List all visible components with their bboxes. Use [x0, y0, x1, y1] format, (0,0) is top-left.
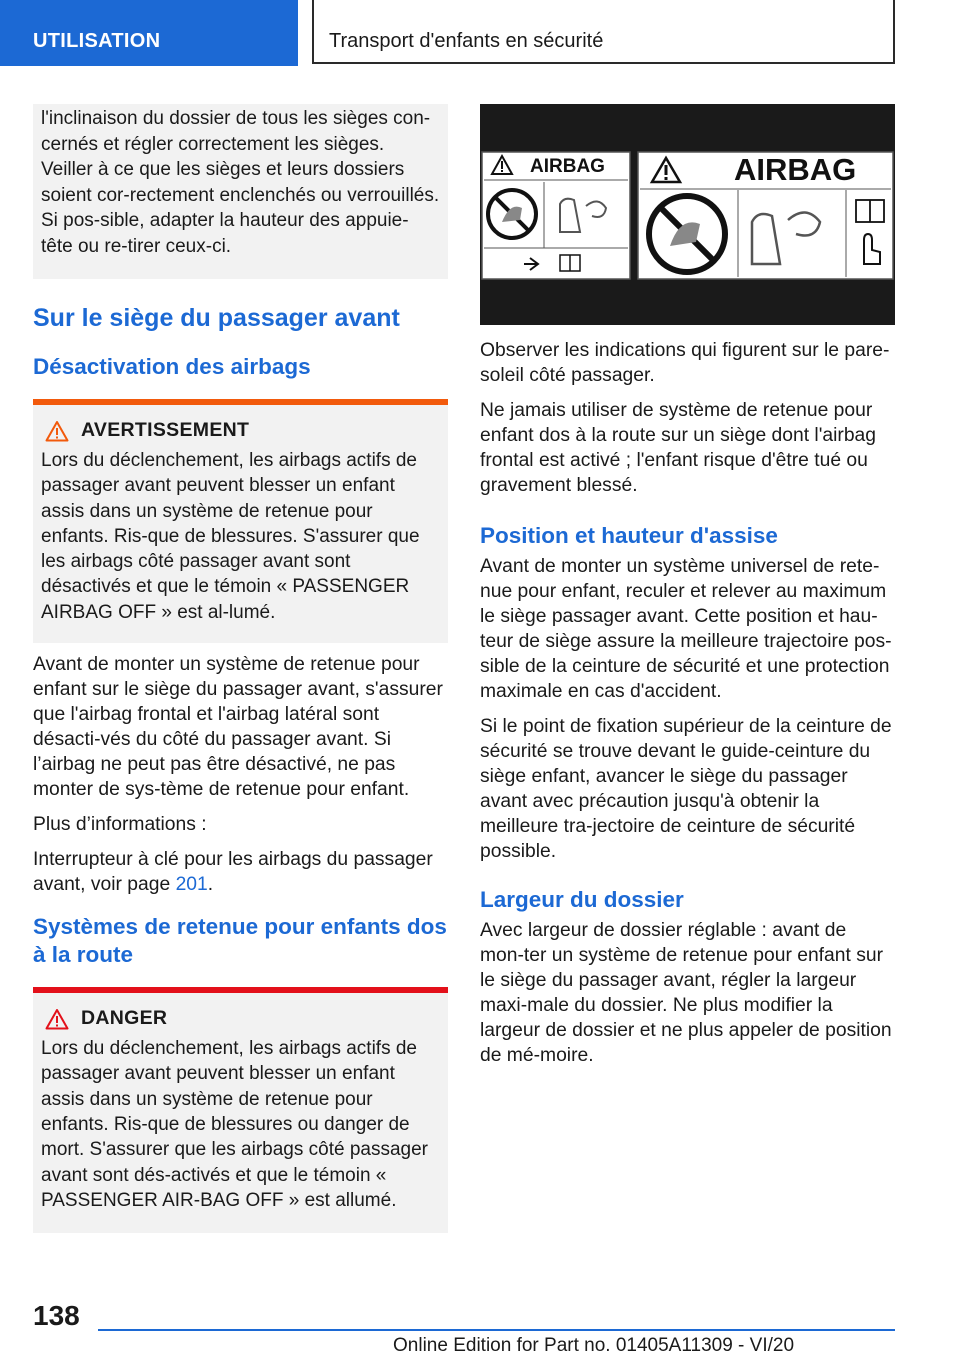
chapter-header	[312, 0, 895, 64]
intro-box	[33, 104, 448, 279]
airbag-large-text: AIRBAG	[734, 152, 857, 187]
warning-box	[33, 399, 448, 643]
danger-text: Lors du déclenchement, les airbags actifs de passager avant peuvent blesser un enfant assis dans un système de retenue pour enfants. Ris-que de blessures ou danger de mort. S'assurer que les airbags côté passager avant sont dés-activés et que le témoin « PASSENGER AIR-BAG OFF » est allumé.	[41, 1038, 428, 1211]
right-column	[480, 338, 895, 1078]
heading-position: Position et hauteur d'assise	[480, 523, 778, 548]
reference-suffix: .	[207, 874, 214, 896]
heading-rear-facing: Systèmes de retenue pour enfants dos à la route	[33, 914, 447, 968]
heading-airbag-deactivation: Désactivation des airbags	[33, 354, 311, 379]
warning-label: AVERTISSEMENT	[81, 419, 250, 441]
warning-triangle-icon	[45, 420, 69, 442]
airbag-label-image	[480, 104, 895, 325]
large-airbag-label	[638, 152, 893, 279]
danger-triangle-icon	[45, 1008, 69, 1030]
paragraph-with-reference	[33, 847, 448, 897]
footer-rule	[98, 1329, 895, 1331]
paragraph: Observer les indications qui figurent sur le pare-soleil côté passager.	[480, 340, 890, 386]
left-column	[33, 104, 448, 1233]
paragraph: Plus d’informations :	[33, 814, 207, 836]
heading-passenger-seat: Sur le siège du passager avant	[33, 304, 400, 332]
section-tab	[0, 0, 298, 66]
airbag-small-text: AIRBAG	[530, 156, 605, 177]
warning-text: Lors du déclenchement, les airbags actifs de passager avant peuvent blesser un enfant assis dans un système de retenue pour enfants. Ris-que de blessures. S'assurer que les airbags côté passager avant sont désactivés et que le témoin « PASSENGER AIRBAG OFF » est al-lumé.	[41, 450, 420, 623]
paragraph: Avant de monter un système de retenue pour enfant sur le siège du passager avant, s'assurer que l'airbag frontal et l'airbag latéral sont désacti-vés du côté du passager avant. Si l’airbag ne peut pas être désactivé, ne pas monter de sys-tème de retenue pour enfant.	[33, 654, 443, 801]
danger-label: DANGER	[81, 1007, 168, 1030]
footer-edition: Online Edition for Part no. 01405A11309 - VI/20	[393, 1335, 795, 1356]
heading-width: Largeur du dossier	[480, 887, 684, 912]
paragraph: Avant de monter un système universel de rete-nue pour enfant, reculer et relever au maximum le siège passager avant. Cette position et hau-teur de siège assure la meilleure trajectoire pos-sible de la ceinture de sécurité et une protection maximale en cas d'accident.	[480, 556, 892, 702]
paragraph: Ne jamais utiliser de système de retenue pour enfant dos à la route sur un siège dont l'airbag frontal est activé ; l'enfant risque d'être tué ou gravement blessé.	[480, 400, 876, 496]
paragraph: Avec largeur de dossier réglable : avant de mon-ter un système de retenue pour enfant sur le siège du passager avant, régler la largeur maxi-male du dossier. Ne plus modifier la largeur de dossier et ne plus appeler de position de mé-moire.	[480, 920, 892, 1066]
small-airbag-label	[482, 152, 630, 279]
chapter-title: Transport d'enfants en sécurité	[329, 30, 604, 52]
danger-box	[33, 987, 448, 1233]
page-reference-link[interactable]: 201	[175, 874, 208, 896]
page-number: 138	[33, 1300, 80, 1331]
section-title: UTILISATION	[33, 30, 161, 52]
paragraph: Si le point de fixation supérieur de la ceinture de sécurité se trouve devant le guide-ceinture du siège enfant, avancer le siège du passager avant avec précaution jusqu'à obtenir la meilleure tra-jectoire de ceinture de sécurité possible.	[480, 716, 892, 862]
reference-text: Interrupteur à clé pour les airbags du passager avant, voir page	[33, 849, 433, 896]
intro-text: l'inclinaison du dossier de tous les sièges con-cernés et régler correctement les sièges. Veiller à ce que les sièges et leurs dossiers soient cor-rectement enclenchés ou verrouillés. Si pos-sible, adapter la hauteur des appuie-tête ou re-tirer ceux-ci.	[41, 108, 440, 257]
